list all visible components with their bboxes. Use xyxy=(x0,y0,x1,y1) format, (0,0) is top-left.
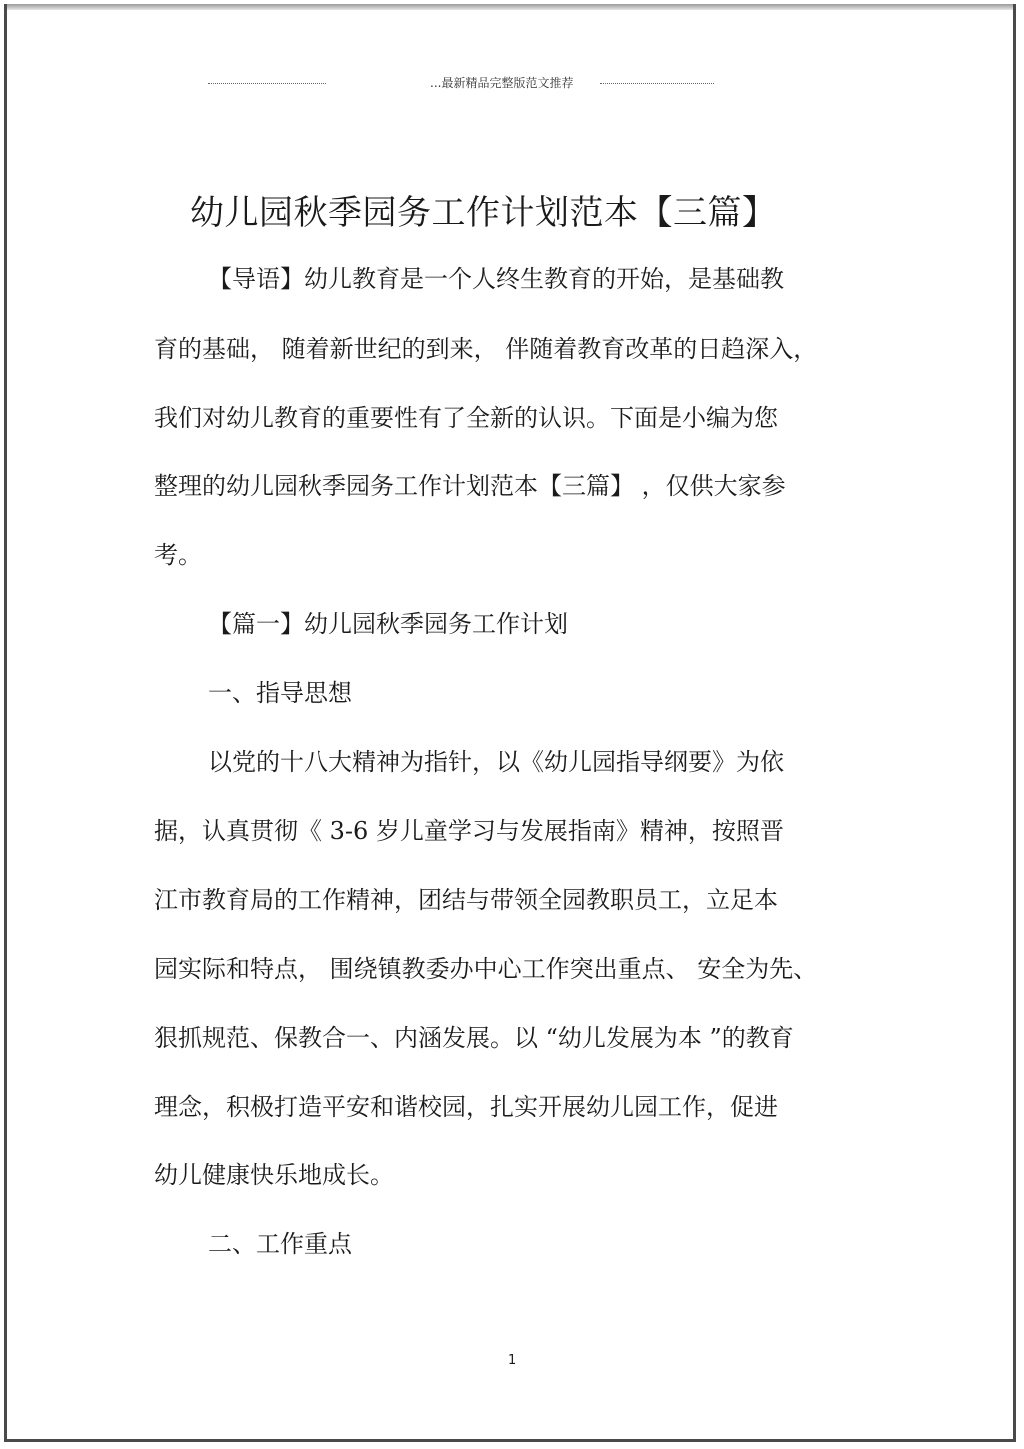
paragraph-line: 整理的幼儿园秋季园务工作计划范本【三篇】 ，仅供大家参 xyxy=(154,472,786,500)
subsection-heading: 二、工作重点 xyxy=(208,1230,352,1258)
page-header xyxy=(208,74,714,92)
paragraph-line: 据，认真贯彻《 3-6 岁儿童学习与发展指南》精神，按照晋 xyxy=(154,817,784,845)
paragraph-line: 园实际和特点， 围绕镇教委办中心工作突出重点、 安全为先、 xyxy=(154,955,818,983)
paragraph-line: 【导语】幼儿教育是一个人终生教育的开始，是基础教 xyxy=(208,265,784,293)
subsection-heading: 一、指导思想 xyxy=(208,679,352,707)
header-text: ...最新精品完整版范文推荐 xyxy=(430,76,574,90)
header-rule-right xyxy=(600,83,714,84)
paragraph-line: 幼儿健康快乐地成长。 xyxy=(154,1161,394,1189)
section-heading: 【篇一】幼儿园秋季园务工作计划 xyxy=(208,610,568,638)
paragraph-line: 狠抓规范、保教合一、内涵发展。以 “幼儿发展为本 ”的教育 xyxy=(154,1024,794,1052)
paragraph-line: 理念，积极打造平安和谐校园，扎实开展幼儿园工作，促进 xyxy=(154,1093,778,1121)
paragraph-line: 育的基础， 随着新世纪的到来， 伴随着教育改革的日趋深入， xyxy=(154,335,818,363)
page-number: 1 xyxy=(508,1353,517,1368)
paragraph-line: 考。 xyxy=(154,541,202,569)
paragraph-line: 我们对幼儿教育的重要性有了全新的认识。下面是小编为您 xyxy=(154,404,778,432)
paragraph-line: 以党的十八大精神为指针，以《幼儿园指导纲要》为依 xyxy=(208,748,784,776)
paragraph-line: 江市教育局的工作精神，团结与带领全园教职员工，立足本 xyxy=(154,886,778,914)
header-rule-left xyxy=(208,83,326,84)
document-title: 幼儿园秋季园务工作计划范本【三篇】 xyxy=(190,193,777,233)
